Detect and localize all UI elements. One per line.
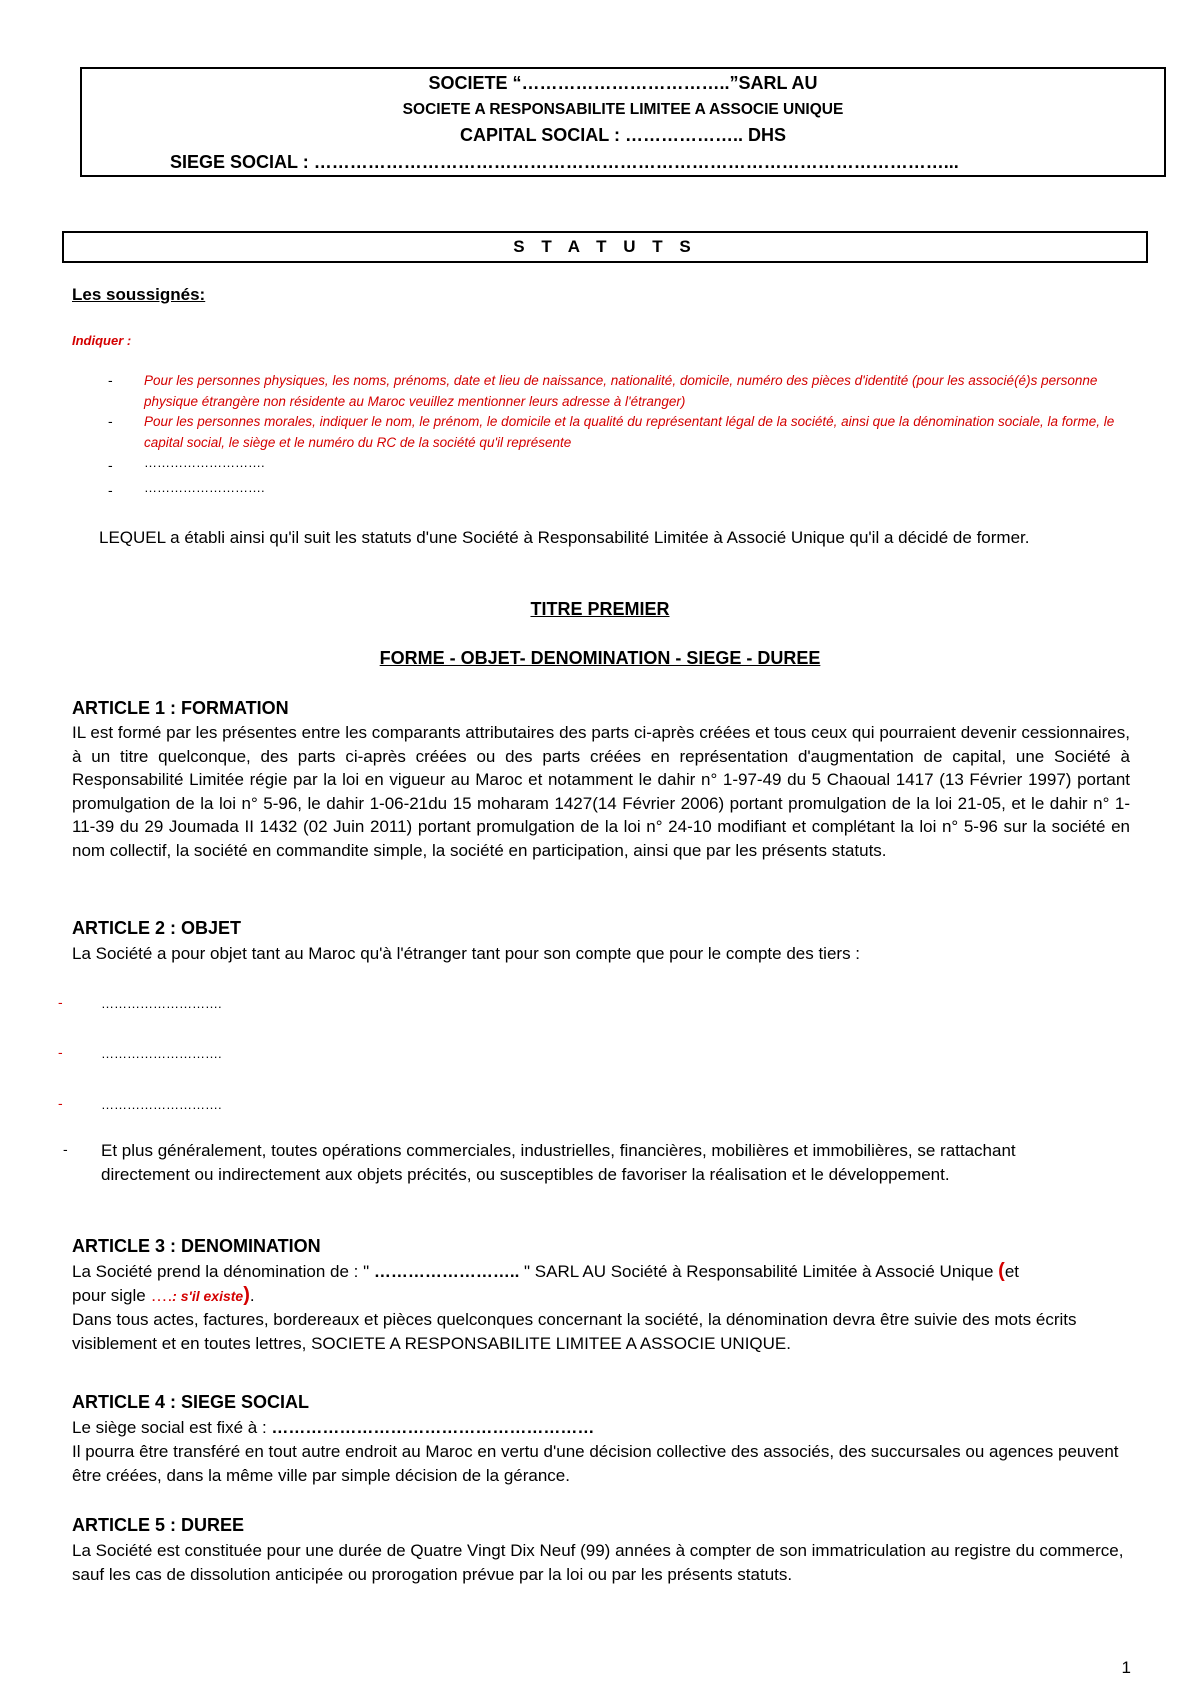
sigle-note: : s'il existe <box>172 1288 244 1304</box>
article-2-title: ARTICLE 2 : OBJET <box>72 918 242 938</box>
sigle-label: pour sigle <box>72 1286 151 1305</box>
objet-item: ………………………. <box>101 996 222 1011</box>
article-5-text: La Société est constituée pour une durée de Quatre Vingt Dix Neuf (99) années à compter de son immatriculation au registre du commerce, sauf les cas de dissolution anticipée ou prorogation prévue par la loi ou par les présents statuts. <box>72 1541 1124 1584</box>
titre-subheading: FORME - OBJET- DENOMINATION - SIEGE - DUREE <box>379 648 821 668</box>
header-box <box>80 67 1166 177</box>
soussignes-heading: Les soussignés: <box>72 285 206 304</box>
article-3-line2 <box>72 1284 255 1309</box>
indiquer-label: Indiquer : <box>72 333 132 348</box>
statuts-title: S T A T U T S <box>62 231 1148 263</box>
titre-premier: TITRE PREMIER <box>530 599 670 619</box>
sigle-end: . <box>249 1286 255 1305</box>
objet-dash-1: - <box>58 994 63 1010</box>
header-prefix: SOCIETE “ <box>428 73 522 93</box>
siege-fixe-label: Le siège social est fixé à : <box>72 1418 272 1437</box>
objet-dash-2: - <box>58 1044 63 1060</box>
denomination-label: La Société prend la dénomination de : " <box>72 1262 374 1281</box>
objet-item: ………………………. <box>101 1097 222 1112</box>
header-suffix: ”SARL AU <box>729 73 818 93</box>
objet-last-item: Et plus généralement, toutes opérations commerciales, industrielles, financières, mobilières et immobilières, se rattachant directement ou indirectement aux objets précités, ou susceptibles de favoriser la réalisation et le développement. <box>101 1141 1016 1184</box>
instruction-item: ………………………. <box>144 455 265 470</box>
header-dots: …………………………….. <box>521 73 730 93</box>
article-4-title: ARTICLE 4 : SIEGE SOCIAL <box>72 1392 310 1412</box>
paren-close: ) <box>243 1284 250 1306</box>
lequel-paragraph: LEQUEL a établi ainsi qu'il suit les statuts d'une Société à Responsabilité Limitée à Associé Unique qu'il a décidé de former. <box>99 528 1030 547</box>
article-2-text: La Société a pour objet tant au Maroc qu'à l'étranger tant pour son compte que pour le compte des tiers : <box>72 944 861 963</box>
siege-dots: ……………………………………………………………………………………………... <box>313 152 959 172</box>
header-company-line <box>82 73 1164 94</box>
capital-dots: ……………….. <box>624 125 743 145</box>
article-3-text: Dans tous actes, factures, bordereaux et pièces quelconques concernant la société, la dénomination devra être suivie des mots écrits visiblement et en toutes lettres, SOCIETE A RESPONSABILITE LIMITEE A ASSOCIE UNIQUE. <box>72 1310 1077 1353</box>
header-siege-line <box>170 152 1164 173</box>
article-4-line1 <box>72 1416 594 1440</box>
sigle-dots: …. <box>150 1286 173 1305</box>
page-number: 1 <box>1121 1658 1131 1677</box>
article-5-title: ARTICLE 5 : DUREE <box>72 1515 245 1535</box>
capital-unit: DHS <box>743 125 787 145</box>
paren-open: ( <box>998 1260 1005 1282</box>
article-3-line1 <box>72 1260 1132 1284</box>
article-4-text: Il pourra être transféré en tout autre endroit au Maroc en vertu d'une décision collective des associés, des succursales ou agences peuvent être créées, dans la même ville par simple décision de la gérance. <box>72 1442 1119 1485</box>
article-1-title: ARTICLE 1 : FORMATION <box>72 698 289 718</box>
article-3-title: ARTICLE 3 : DENOMINATION <box>72 1236 321 1256</box>
objet-dash-3: - <box>58 1095 63 1111</box>
siege-label: SIEGE SOCIAL : <box>170 152 314 172</box>
siege-fixe-dots: ………………………………………………… <box>271 1418 595 1437</box>
objet-item: ………………………. <box>101 1046 222 1061</box>
denomination-suffix: " SARL AU Société à Responsabilité Limitée à Associé Unique <box>519 1262 999 1281</box>
denomination-et: et <box>1004 1262 1020 1281</box>
capital-label: CAPITAL SOCIAL : <box>459 125 625 145</box>
header-company-type: SOCIETE A RESPONSABILITE LIMITEE A ASSOCIE UNIQUE <box>402 101 844 118</box>
denomination-dots: …………………….. <box>373 1262 520 1281</box>
objet-dash-4: - <box>63 1141 68 1157</box>
instruction-item: Pour les personnes morales, indiquer le nom, le prénom, le domicile et la qualité du représentant légal de la société, ainsi que la dénomination sociale, la forme, le capital social, le siège et le numéro du RC de la société qu'il représente <box>144 414 1115 450</box>
article-1-text: IL est formé par les présentes entre les comparants attributaires des parts ci-après créées et tous ceux qui pourraient devenir cessionnaires, à un titre quelconque, des parts ci-après créées ou des parts créées en représentation d'augmentation de capital, une Société à Responsabilité Limitée régie par la loi en vigueur au Maroc et notamment le dahir n° 1-97-49 du 5 Chaoual 1417 (13 Février 1997) portant promulgation de la loi n° 5-96, le dahir 1-06-21du 15 moharam 1427(14 Février 2006) portant promulgation de la loi 21-05, et le dahir n° 1-11-39 du 29 Joumada II 1432 (02 Juin 2011) portant promulgation de la loi n° 24-10 modifiant et complétant la loi n° 5-96 sur la société en nom collectif, la société en commandite simple, la société en participation, ainsi que par les présents statuts. <box>72 723 1130 860</box>
header-capital-line <box>82 125 1164 146</box>
instruction-item: Pour les personnes physiques, les noms, prénoms, date et lieu de naissance, nationalité, domicile, numéro des pièces d'identité (pour les associé(é)s personne physique étrangère non résidente au Maroc veuillez mentionner leurs adresse à l'étranger) <box>144 373 1098 409</box>
instruction-item: ………………………. <box>144 480 265 495</box>
